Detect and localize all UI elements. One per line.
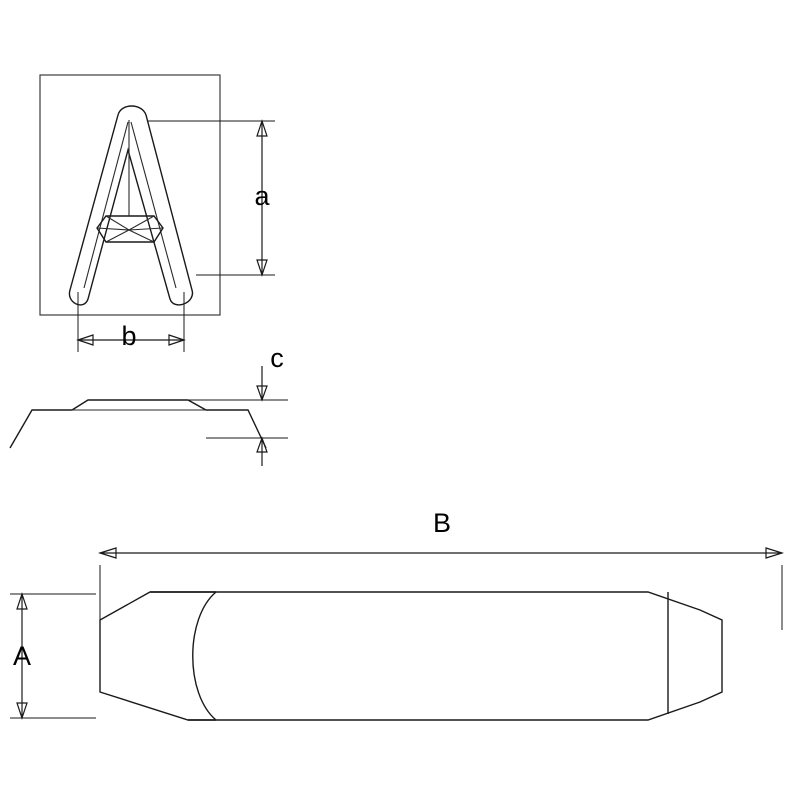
punch-body-side-view [10, 508, 782, 720]
letter-a-crossbar-facet-bottom [106, 230, 154, 242]
stamp-face-plate [40, 75, 220, 315]
dimension-c-label: c [270, 343, 284, 374]
section-profile [10, 400, 266, 448]
dimension-b [78, 321, 184, 351]
dimension-c [257, 343, 284, 466]
dimension-a-label: a [254, 181, 270, 212]
dimension-B [100, 508, 782, 558]
dimension-b-label: b [121, 321, 137, 352]
dimension-A [13, 594, 31, 718]
dimension-a [254, 121, 270, 275]
dimension-A-label: A [12, 641, 32, 672]
engraving-depth-section [10, 343, 288, 466]
letter-a-glyph [69, 106, 192, 305]
dimension-B-label: B [432, 508, 452, 539]
letter-a-inner-left [84, 122, 128, 288]
stamp-face-view [40, 75, 275, 352]
